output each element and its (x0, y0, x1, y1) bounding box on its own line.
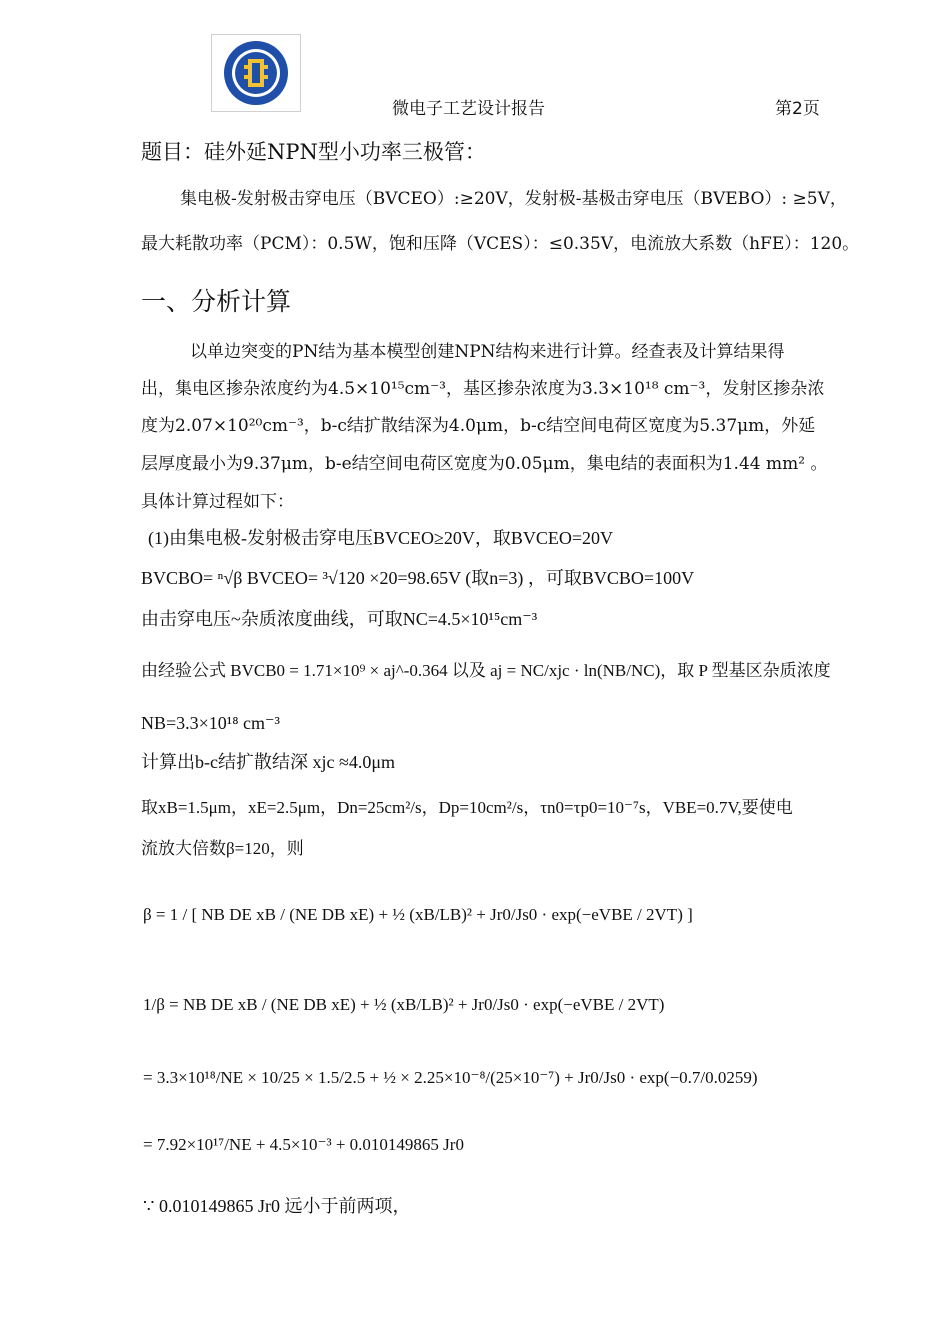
xjc-line: 计算出b-c结扩散结深 xjc ≈4.0μm (141, 752, 396, 772)
page-number: 第2页 (775, 99, 820, 119)
para-line-3: 度为2.07×10²⁰cm⁻³，b-c结扩散结深为4.0μm，b-c结空间电荷区宽度为5.37μm，外延 (141, 416, 816, 436)
inverse-beta-equation: 1/β = NB DE xB / (NE DB xE) + ½ (xB/LB)² + Jr0/Js0 · exp(−eVBE / 2VT) (143, 995, 665, 1014)
bvcbo-equation: BVCBO= ⁿ√β BVCEO= ³√120 ×20=98.65V (取n=3) ，可取BVCBO=100V (141, 568, 695, 588)
step-1: (1)由集电极-发射极击穿电压BVCEO≥20V，取BVCEO=20V (148, 528, 614, 548)
seal-icon (212, 35, 300, 111)
numeric-equation: = 3.3×10¹⁸/NE × 10/25 × 1.5/2.5 + ½ × 2.25×10⁻⁸/(25×10⁻⁷) + Jr0/Js0 · exp(−0.7/0.0259) (143, 1068, 758, 1087)
nc-line: 由击穿电压~杂质浓度曲线，可取NC=4.5×10¹⁵cm⁻³ (141, 609, 538, 629)
nb-line: NB=3.3×10¹⁸ cm⁻³ (141, 713, 280, 733)
params-line-2: 流放大倍数β=120，则 (141, 839, 304, 858)
spec-line-1: 集电极-发射极击穿电压（BVCEO）:≥20V，发射极-基极击穿电压（BVEBO）: ≥5V， (180, 189, 847, 209)
spec-line-2: 最大耗散功率（PCM）：0.5W，饱和压降（VCES）：≤0.35V，电流放大系数（hFE）：120。 (141, 234, 860, 254)
simplified-equation: = 7.92×10¹⁷/NE + 4.5×10⁻³ + 0.010149865 Jr0 (143, 1135, 464, 1154)
para-line-4: 层厚度最小为9.37μm，b-e结空间电荷区宽度为0.05μm，集电结的表面积为1.44 mm² 。 (141, 454, 828, 474)
empirical-formula: 由经验公式 BVCB0 = 1.71×10⁹ × aj^-0.364 以及 aj = NC/xjc · ln(NB/NC)，取 P 型基区杂质浓度 (141, 661, 831, 680)
report-title: 微电子工艺设计报告 (392, 99, 545, 119)
university-logo (211, 34, 301, 112)
section-heading: 一、分析计算 (141, 287, 292, 316)
topic-title: 题目：硅外延NPN型小功率三极管： (141, 140, 486, 164)
para-line-5: 具体计算过程如下： (141, 492, 294, 512)
para-line-1: 以单边突变的PN结为基本模型创建NPN结构来进行计算。经查表及计算结果得 (190, 342, 785, 362)
params-line-1: 取xB=1.5μm，xE=2.5μm，Dn=25cm²/s，Dp=10cm²/s，τn0=τp0=10⁻⁷s，VBE=0.7V,要使电 (141, 798, 793, 817)
beta-equation: β = 1 / [ NB DE xB / (NE DB xE) + ½ (xB/LB)² + Jr0/Js0 · exp(−eVBE / 2VT) ] (143, 905, 693, 924)
para-line-2: 出，集电区掺杂浓度约为4.5×10¹⁵cm⁻³，基区掺杂浓度为3.3×10¹⁸ cm⁻³，发射区掺杂浓 (141, 379, 825, 399)
since-line: ∵ 0.010149865 Jr0 远小于前两项， (143, 1196, 411, 1216)
